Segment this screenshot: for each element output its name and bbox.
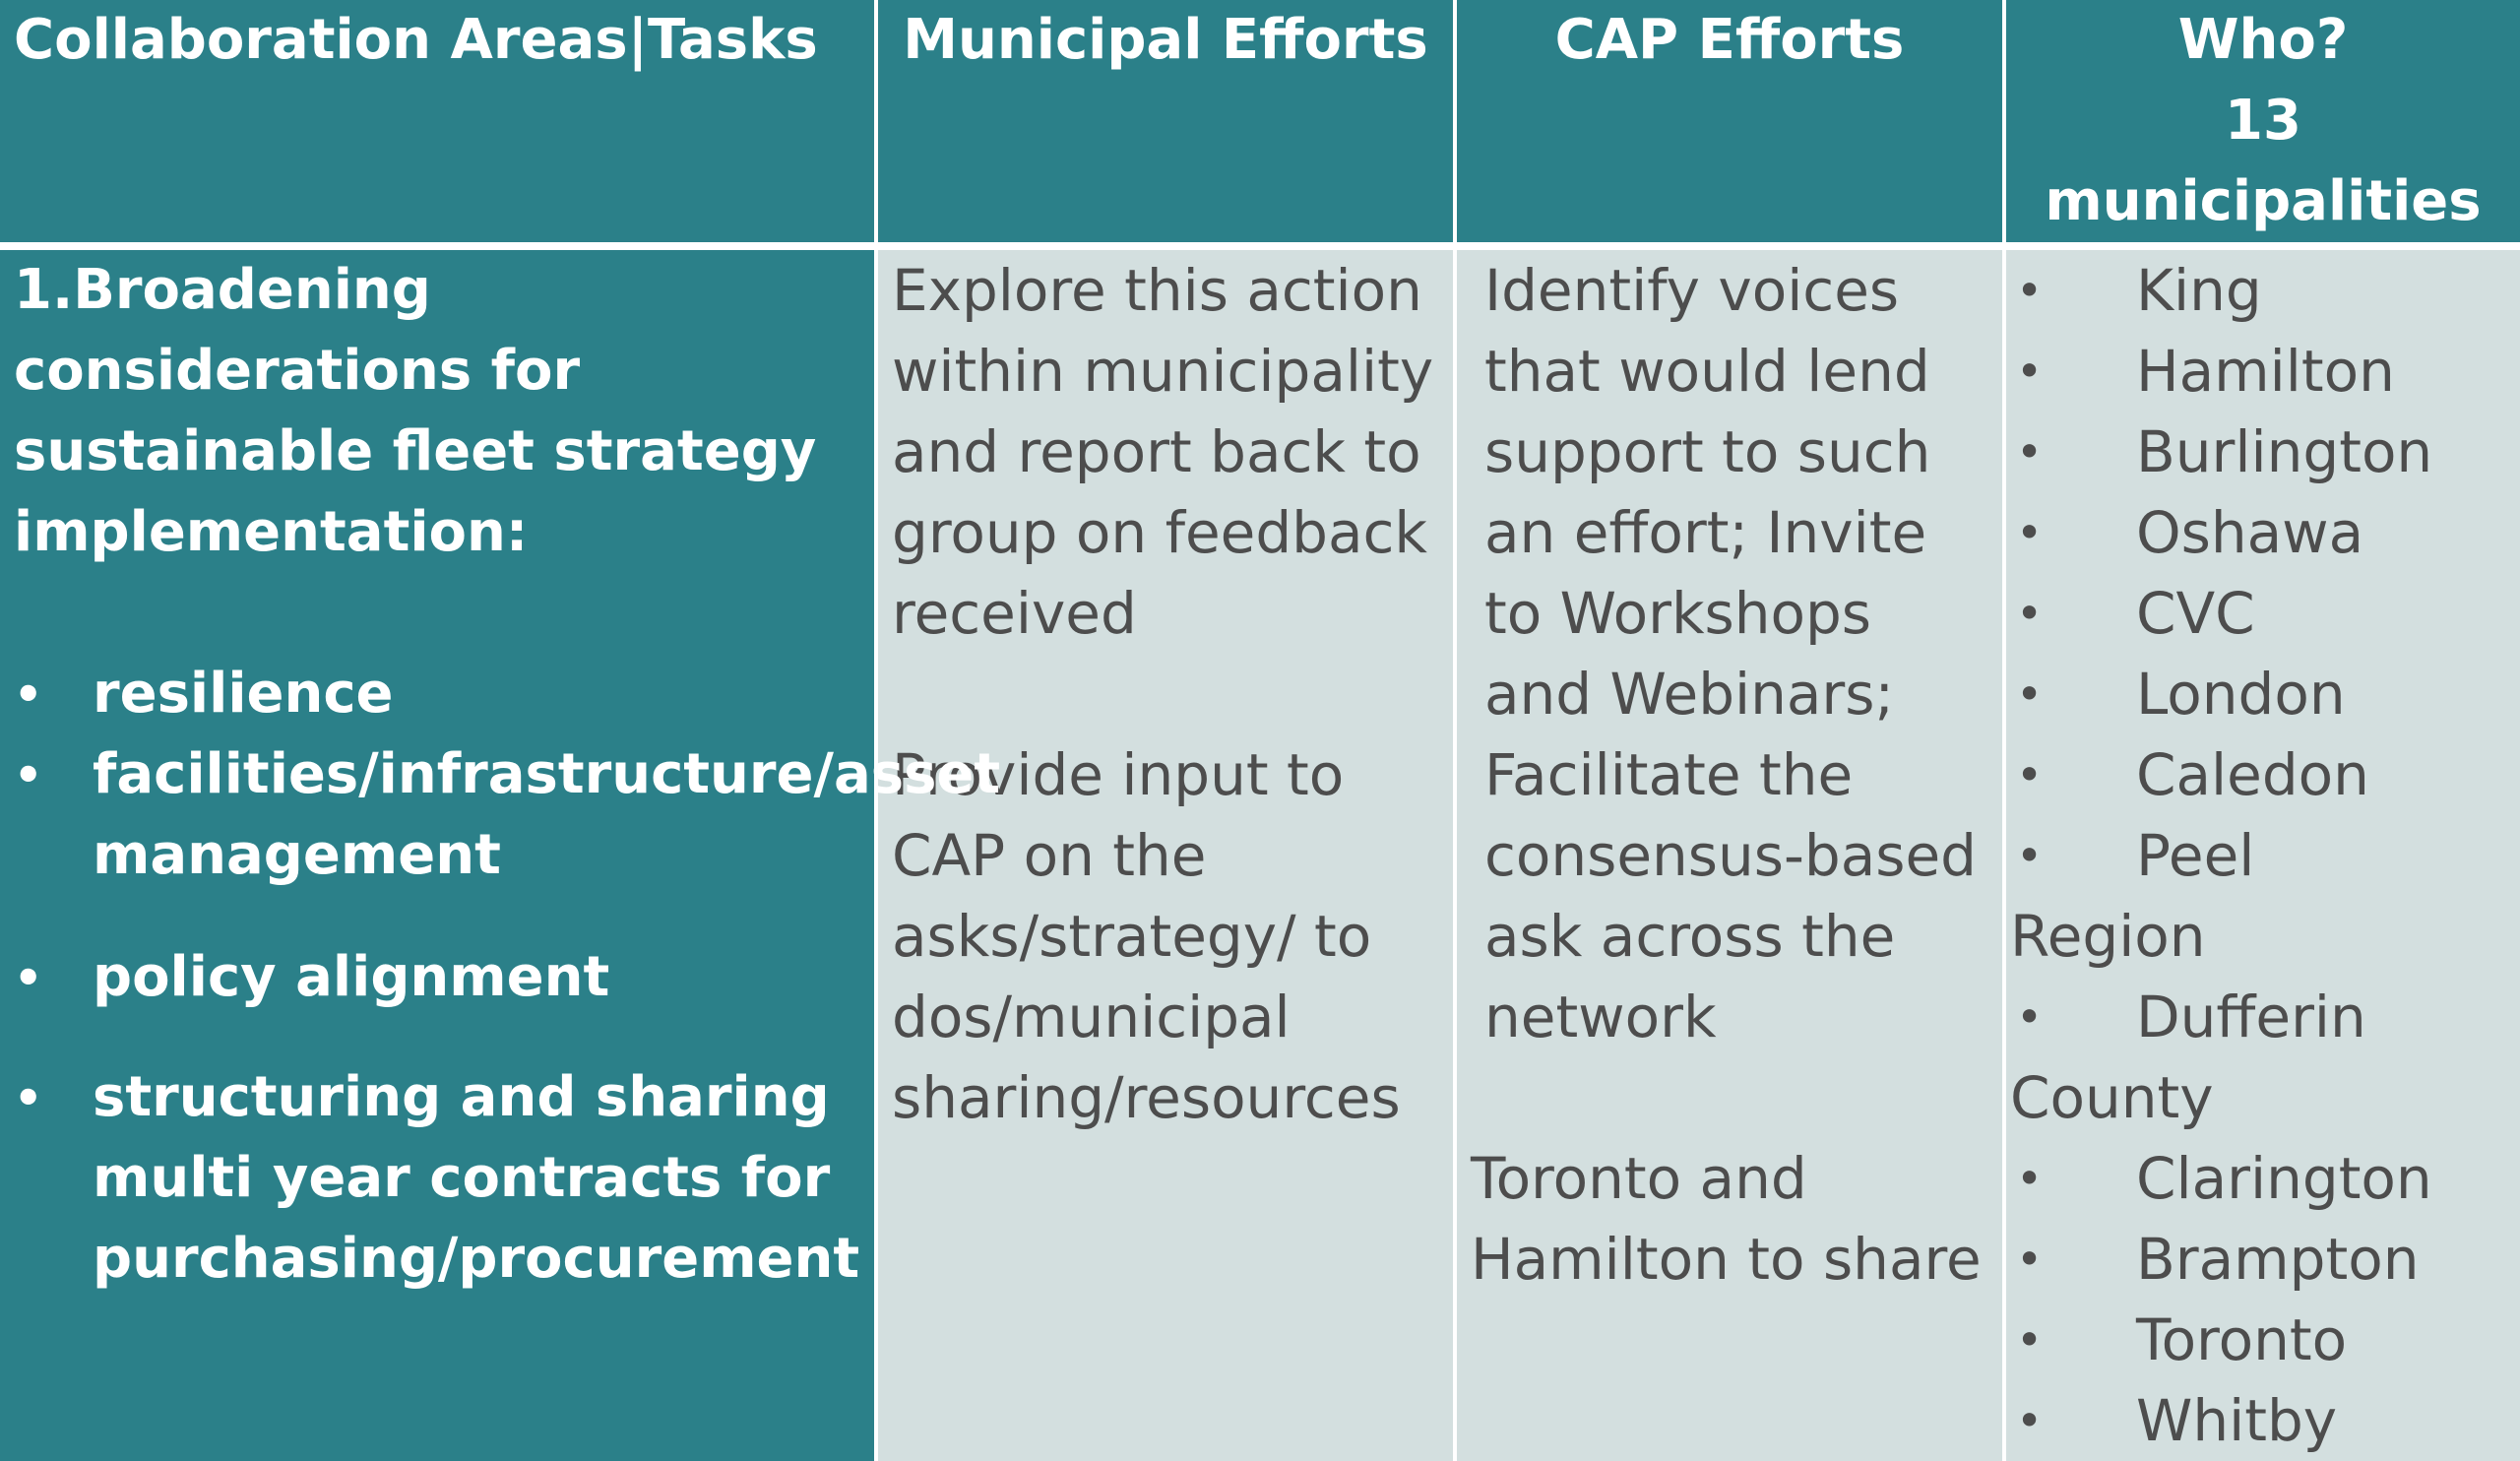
- cap-efforts-cell: [1455, 246, 2004, 1461]
- task-item: • policy alignment: [14, 937, 860, 1018]
- cap-efforts-text: Toronto and Hamilton to share: [1471, 1145, 1982, 1293]
- list-item-continuation: County: [2010, 1064, 2214, 1131]
- header-row: [0, 0, 2520, 246]
- list-item: • London: [2010, 654, 2506, 734]
- table-row: [0, 246, 2520, 1461]
- task-cell: [0, 246, 1001, 1461]
- header-who-label: Who?: [2177, 8, 2349, 72]
- list-item-continuation: Region: [2010, 903, 2206, 970]
- list-item: [2010, 977, 2506, 1138]
- cap-efforts-text: Identify voices that would lend support to such an effort; Invite to Workshops and Webinars; Facilitate the consensus-based ask across the network: [1484, 257, 1977, 1050]
- task-item: • resilience: [14, 654, 860, 734]
- list-item: • CVC: [2010, 573, 2506, 654]
- list-item: • Clarington: [2010, 1138, 2506, 1219]
- who-cell: [2004, 246, 2520, 1461]
- list-item-text: Dufferin: [2136, 984, 2366, 1050]
- list-item: • Caledon: [2010, 734, 2506, 815]
- municipality-list: [2010, 250, 2506, 1461]
- list-item: [2010, 815, 2506, 977]
- header-who: [2004, 0, 2520, 246]
- list-item: • Hamilton: [2010, 331, 2506, 412]
- task-item: • facilities/infrastructure/asset management: [14, 734, 860, 896]
- municipal-efforts-text: Provide input to CAP on the asks/strategy/ to dos/municipal sharing/resources: [892, 741, 1401, 1131]
- list-item: • Brampton: [2010, 1219, 2506, 1300]
- task-list: [14, 654, 1001, 1300]
- task-item: • structuring and sharing multi year contracts for purchasing/procurement: [14, 1057, 860, 1300]
- list-item: • Whitby: [2010, 1380, 2506, 1461]
- header-who-unit: municipalities: [2045, 169, 2482, 233]
- list-item: • Oshawa: [2010, 492, 2506, 573]
- header-who-count: 13: [2225, 89, 2301, 153]
- header-cap-efforts: CAP Efforts: [1455, 0, 2004, 246]
- task-title: 1.Broadening considerations for sustainable fleet strategy implementation:: [14, 258, 817, 564]
- list-item: • King: [2010, 250, 2506, 331]
- header-municipal-efforts: Municipal Efforts: [876, 0, 1455, 246]
- list-item-text: Peel: [2136, 822, 2255, 889]
- municipal-efforts-text: Explore this action within municipality and report back to group on feedback received: [892, 257, 1434, 647]
- list-item: • Toronto: [2010, 1300, 2506, 1380]
- list-item: • Burlington: [2010, 412, 2506, 492]
- municipal-efforts-cell: [876, 246, 1455, 1461]
- header-collaboration-areas: Collaboration Areas|Tasks: [0, 0, 876, 246]
